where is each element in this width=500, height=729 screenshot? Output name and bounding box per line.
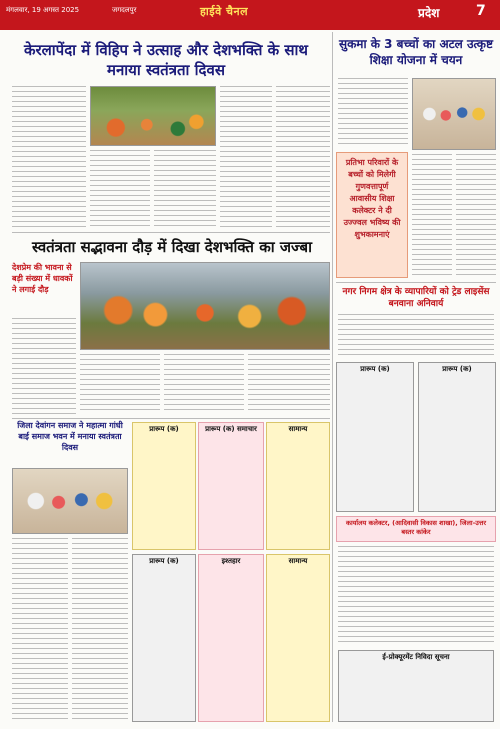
- notice-title: प्रारूप (क) समाचार: [205, 425, 257, 433]
- section-title: प्रदेश: [418, 6, 440, 20]
- patriotism-story-column: [12, 318, 76, 414]
- tender-title: ई-प्रोक्यूरमेंट निविदा सूचना: [382, 653, 450, 661]
- notice-title: प्रारूप (क): [360, 365, 390, 373]
- dantewada-headline: जिला देवांगन समाज ने महात्मा गांधी बाई समाज भवन में मनाया स्वतंत्रता दिवस: [17, 421, 123, 452]
- notice-title: सामान्य: [288, 425, 308, 433]
- edition-city: जगदलपुर: [112, 6, 137, 14]
- column-divider: [332, 32, 333, 722]
- legal-notice-box: [266, 554, 330, 722]
- main-headline: केरलापेंदा में विहिप ने उत्साह और देशभक्ति के साथ मनाया स्वतंत्रता दिवस: [23, 41, 309, 79]
- sukma-headline: सुकमा के 3 बच्चों का अटल उत्कृष्ट शिक्षा योजना में चयन: [338, 37, 494, 67]
- office-notice-header: [336, 516, 496, 542]
- sukma-story-column-1: [338, 78, 408, 148]
- notice-title: सामान्य: [288, 557, 308, 565]
- sukma-photo: [412, 78, 496, 150]
- notice-title: प्रारूप (क): [442, 365, 472, 373]
- trade-license-story: [338, 314, 494, 358]
- newspaper-logo: हाईवे चैनल: [200, 5, 249, 18]
- pull-quote: प्रतिभा परिवारों के बच्चों को मिलेगी गुणवत्तापूर्ण आवासीय शिक्षा कलेक्टर ने दी उज्ज्वल भविष्य की शुभकामनाएं: [336, 152, 408, 278]
- main-story-photo: [90, 86, 216, 146]
- patriotism-headline: देशप्रेम की भावना से बड़ी संख्या में धावकों ने लगाई दौड़: [12, 263, 73, 294]
- legal-notice-box: [418, 362, 496, 512]
- run-story-column-3: [248, 354, 330, 414]
- office-notice-body: [338, 546, 494, 646]
- main-story-column-1: [12, 86, 86, 230]
- main-story-column-3: [154, 150, 216, 230]
- run-photo: [80, 262, 330, 350]
- section-divider: [336, 282, 496, 283]
- legal-notice-box: [132, 422, 196, 550]
- main-story-column-5: [276, 86, 330, 230]
- legal-notice-box: [336, 362, 414, 512]
- office-notice-title: कार्यालय कलेक्टर, (आदिवासी विकास शाखा), जिला-उत्तर बस्तर कांकेर: [345, 519, 486, 536]
- trade-license-headline: नगर निगम क्षेत्र के व्यापारियों को ट्रेड लाइसेंस बनवाना अनिवार्य: [342, 287, 490, 309]
- run-story-column-1: [80, 354, 160, 414]
- section-divider: [12, 418, 330, 419]
- notice-title: इश्तहार: [221, 557, 241, 565]
- issue-date: मंगलवार, 19 अगस्त 2025: [6, 6, 80, 14]
- main-story-column-4: [220, 86, 272, 230]
- notice-title: प्रारूप (क): [149, 557, 179, 565]
- masthead-bar: [0, 0, 500, 30]
- tender-table: [338, 650, 494, 722]
- main-story-column-2: [90, 150, 150, 230]
- legal-notice-box: [198, 554, 264, 722]
- section-divider: [12, 232, 330, 233]
- page-number: 7: [476, 3, 486, 19]
- run-story-column-2: [164, 354, 244, 414]
- sukma-story-column-3: [456, 154, 496, 278]
- legal-notice-box: [198, 422, 264, 550]
- legal-notice-box: [132, 554, 196, 722]
- sukma-story-column-2: [412, 154, 452, 278]
- run-headline: स्वतंत्रता सद्भावना दौड़ में दिखा देशभक्ति का जज्बा: [31, 238, 312, 256]
- dantewada-photo: [12, 468, 128, 534]
- notice-title: प्रारूप (क): [149, 425, 179, 433]
- dantewada-story-column-2: [72, 538, 128, 722]
- dantewada-story-column-1: [12, 538, 68, 722]
- legal-notice-box: [266, 422, 330, 550]
